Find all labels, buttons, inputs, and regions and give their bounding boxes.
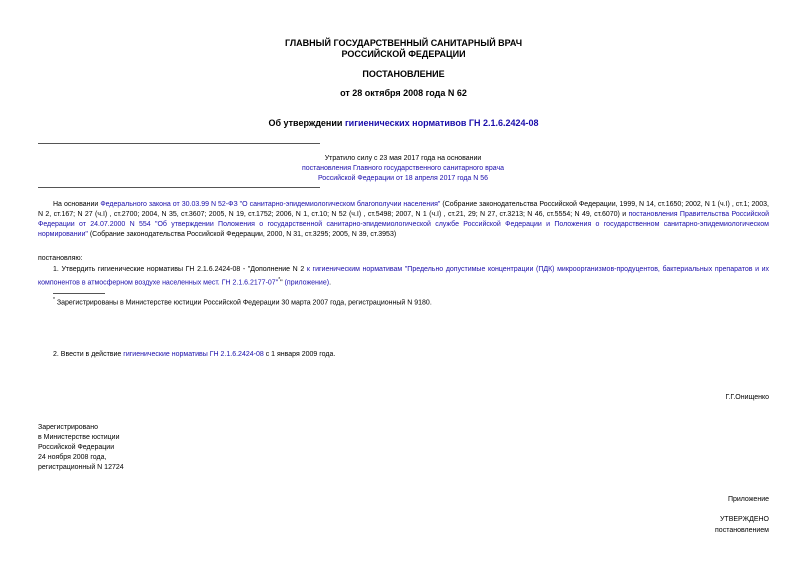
basis-text1: (Собрание законодательства Российской Федерации, 1999, N 14, ст.1650; 2002, N 1 (ч.I) , ст.1; 2003, N 2, ст.167; N 27 (ч.I) , ст.2700; 2004, N 35, ст.3607; 2005, N 19, ст.1752; 2006, N 1, ст.10; N 52 (ч.I) , ст.5498; 2007, N 1 (ч.I) , ст.21, 29; N 27, ст.3213; N 46, ст.5554; N 49, ст.6070) и bbox=[38, 201, 769, 218]
notice-top-divider bbox=[38, 143, 320, 144]
footnote-divider bbox=[53, 293, 105, 294]
footnote-ref: * bbox=[278, 277, 281, 283]
registration-line3: Российской Федерации bbox=[38, 444, 115, 451]
doc-type: ПОСТАНОВЛЕНИЕ bbox=[362, 69, 445, 79]
basis-paragraph bbox=[38, 200, 769, 240]
approved-label: УТВЕРЖДЕНО bbox=[719, 516, 769, 523]
hygienic-norms-link[interactable]: к гигиеническим нормативам "Предельно допустимые концентрации (ПДК) микроорганизмов-продуцентов, бактериальных препаратов и их компонентов в атмосферном воздухе населенных мест. ГН 2.1.6.2177-07" bbox=[38, 266, 769, 287]
header-line1: ГЛАВНЫЙ ГОСУДАРСТВЕННЫЙ САНИТАРНЫЙ ВРАЧ bbox=[284, 38, 523, 48]
item1-paragraph bbox=[38, 265, 769, 288]
item2-suffix: с 1 января 2009 года. bbox=[263, 351, 336, 358]
appendix-label: Приложение bbox=[727, 496, 769, 503]
notice-line1: Утратило силу с 23 мая 2017 года на основании bbox=[324, 155, 482, 162]
item1-text2: . bbox=[329, 279, 332, 287]
item1-prefix: 1. Утвердить гигиенические нормативы ГН 2.1.6.2424-08 - "Дополнение N 2 bbox=[53, 266, 307, 273]
federal-law-link[interactable]: Федерального закона от 30.03.99 N 52-ФЗ "О санитарно-эпидемиологическом благополучии населения" bbox=[100, 201, 441, 208]
approved-by: постановлением bbox=[715, 527, 769, 534]
government-resolution-link[interactable]: постановления Правительства Российской Федерации от 24.07.2000 N 554 "Об утверждении Положения о государственной санитарно-эпидемиологической службе Российской Федерации и Положения о государственном санитарно-эпидемиологическом нормировании" bbox=[38, 211, 769, 238]
basis-text2: (Собрание законодательства Российской Федерации, 2000, N 31, ст.3295; 2005, N 39, ст.3953) bbox=[87, 231, 397, 238]
item1-text1: " bbox=[280, 279, 285, 287]
registration-line5: регистрационный N 12724 bbox=[38, 464, 124, 471]
footnote-text: Зарегистрированы в Министерстве юстиции Российской Федерации 30 марта 2007 года, регистрационный N 9180. bbox=[54, 299, 432, 307]
doc-date-number: от 28 октября 2008 года N 62 bbox=[340, 88, 467, 98]
item2-prefix: 2. Ввести в действие bbox=[53, 351, 124, 358]
resolved-label: постановляю: bbox=[38, 255, 83, 262]
header-line2: РОССИЙСКОЙ ФЕДЕРАЦИИ bbox=[341, 49, 466, 59]
title-link[interactable]: гигиенических нормативов ГН 2.1.6.2424-08 bbox=[344, 118, 539, 128]
registration-line1: Зарегистрировано bbox=[38, 424, 98, 431]
title-prefix: Об утверждении bbox=[268, 118, 345, 128]
registration-line4: 24 ноября 2008 года, bbox=[38, 454, 107, 461]
footnote-mark: * bbox=[53, 297, 55, 303]
signature: Г.Г.Онищенко bbox=[725, 394, 769, 401]
registration-line2: в Министерстве юстиции bbox=[38, 434, 120, 441]
appendix-link[interactable]: (приложение) bbox=[284, 279, 330, 287]
item2-norms-link[interactable]: гигиенические нормативы ГН 2.1.6.2424-08 bbox=[123, 351, 264, 358]
notice-line2[interactable]: постановления Главного государственного санитарного врача bbox=[301, 165, 505, 172]
item2-paragraph bbox=[53, 351, 335, 358]
footnote bbox=[53, 297, 432, 306]
notice-line3[interactable]: Российской Федерации от 18 апреля 2017 года N 56 bbox=[317, 175, 489, 182]
document-title bbox=[0, 118, 807, 128]
basis-prefix: На основании bbox=[53, 201, 101, 208]
notice-bottom-divider bbox=[38, 187, 320, 188]
